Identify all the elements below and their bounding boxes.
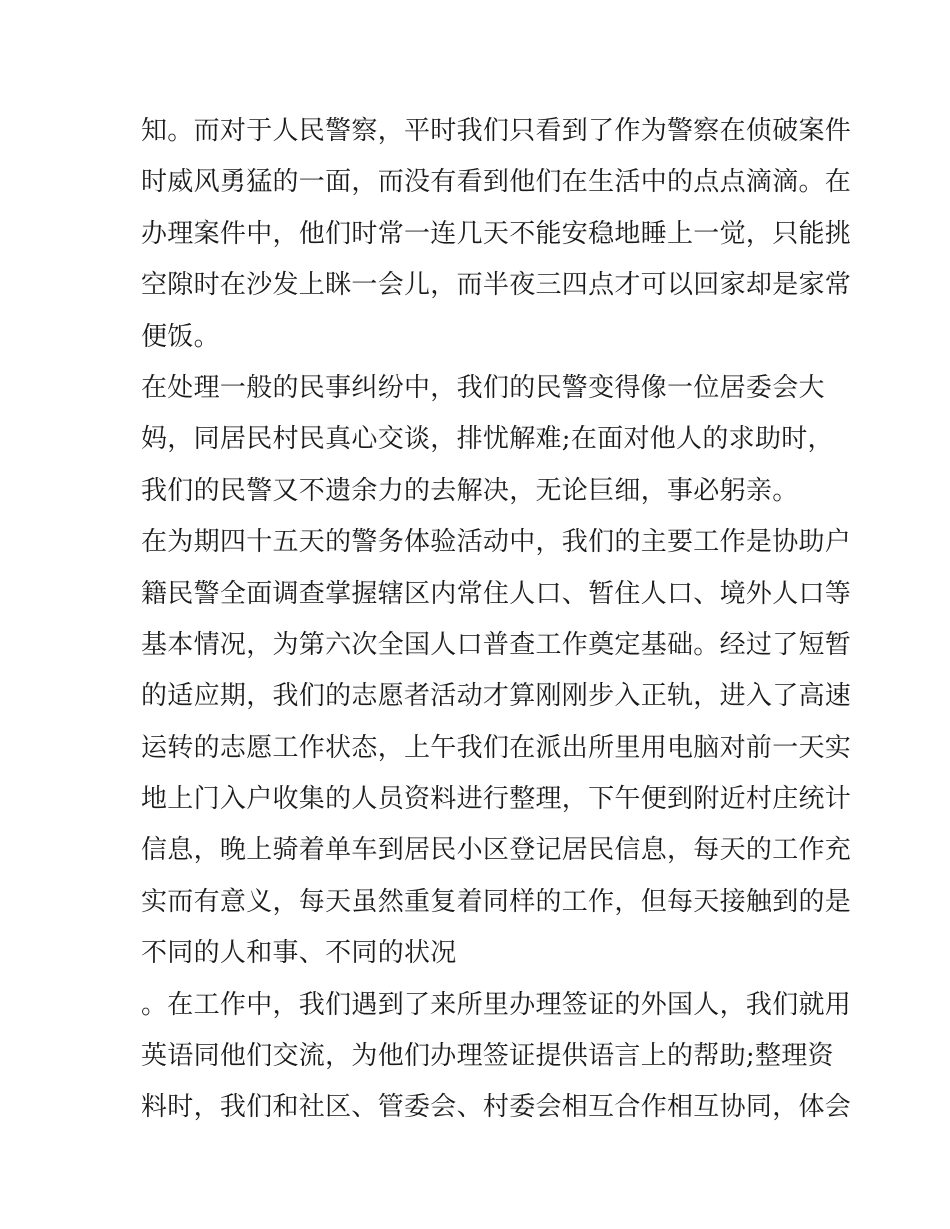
text-line: 英语同他们交流，为他们办理签证提供语言上的帮助;整理资 — [141, 1041, 834, 1072]
text-line: 实而有意义，每天虽然重复着同样的工作，但每天接触到的是 — [141, 886, 852, 917]
text-line: 便饭。 — [141, 321, 220, 352]
text-line: 基本情况，为第六次全国人口普查工作奠定基础。经过了短暂 — [141, 629, 852, 660]
text-line: 知。而对于人民警察，平时我们只看到了作为警察在侦破案件 — [141, 116, 852, 146]
text-line: 在为期四十五天的警务体验活动中，我们的主要工作是协助户 — [141, 527, 852, 558]
text-line: 我们的民警又不遗余力的去解决，无论巨细，事必躬亲。 — [141, 475, 799, 506]
text-line: 运转的志愿工作状态，上午我们在派出所里用电脑对前一天实 — [141, 732, 852, 763]
text-line: 地上门入户收集的人员资料进行整理，下午便到附近村庄统计 — [141, 784, 852, 815]
text-line: 时威风勇猛的一面，而没有看到他们在生活中的点点滴滴。在 — [141, 167, 852, 198]
text-line: 的适应期，我们的志愿者活动才算刚刚步入正轨，进入了高速 — [141, 681, 852, 712]
text-line: 妈，同居民村民真心交谈，排忧解难;在面对他人的求助时， — [141, 424, 834, 455]
text-line: 料时，我们和社区、管委会、村委会相互合作相互协同，体会 — [141, 1092, 852, 1123]
text-line: 籍民警全面调查掌握辖区内常住人口、暂住人口、境外人口等 — [141, 578, 852, 609]
text-line: 办理案件中，他们时常一连几天不能安稳地睡上一觉，只能挑 — [141, 218, 852, 249]
text-line: 不同的人和事、不同的状况 — [141, 938, 457, 969]
text-line: 。在工作中，我们遇到了来所里办理签证的外国人，我们就用 — [141, 989, 852, 1020]
body-text — [141, 106, 852, 1134]
text-line: 在处理一般的民事纠纷中，我们的民警变得像一位居委会大 — [141, 372, 825, 403]
text-line: 信息，晚上骑着单车到居民小区登记居民信息，每天的工作充 — [141, 835, 852, 866]
text-line: 空隙时在沙发上眯一会儿，而半夜三四点才可以回家却是家常 — [141, 270, 852, 301]
